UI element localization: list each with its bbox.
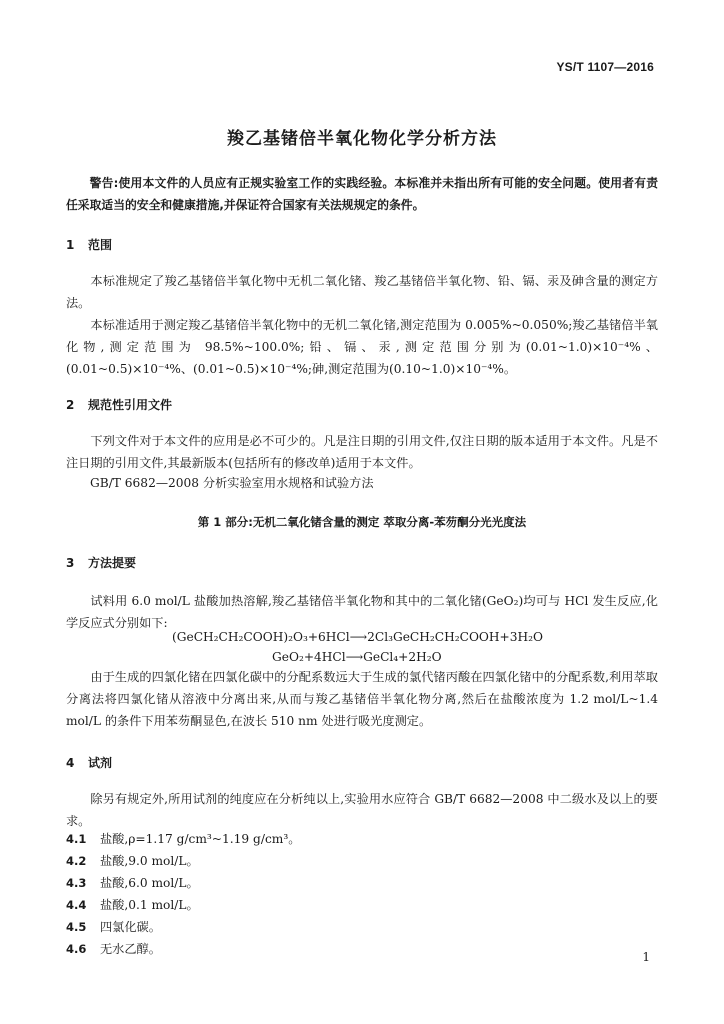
principle-paragraph-2: 由于生成的四氯化锗在四氯化碳中的分配系数远大于生成的氯代锗丙酸在四氯化锗中的分配系数,利用萃取分离法将四氯化锗从溶液中分离出来,从而与羧乙基锗倍半氧化物分离,然后在盐酸浓度为 1.2 mol/L~1.4 mol/L 的条件下用苯芴酮显色,在波长 510 nm 处进行吸光度测定。 <box>66 670 658 728</box>
reagent-number: 4.2 <box>66 854 87 868</box>
reaction-equation-1: (GeCH₂CH₂COOH)₂O₃+6HCl⟶2Cl₃GeCH₂CH₂COOH+3H₂O <box>172 630 544 644</box>
section-title: 规范性引用文件 <box>88 398 173 412</box>
reagent-item <box>66 852 199 869</box>
reagent-text: 盐酸,9.0 mol/L。 <box>100 854 199 868</box>
reagent-text: 盐酸,6.0 mol/L。 <box>100 876 199 890</box>
section-number: 4 <box>66 756 75 770</box>
reagent-number: 4.6 <box>66 942 87 956</box>
reagent-number: 4.4 <box>66 898 87 912</box>
section-title: 试剂 <box>88 756 113 770</box>
reference-item: GB/T 6682—2008 分析实验室用水规格和试验方法 <box>90 476 374 490</box>
section-title: 范围 <box>88 238 113 252</box>
page-number: 1 <box>642 950 650 964</box>
standard-number: YS/T 1107—2016 <box>556 60 654 74</box>
section-heading-reagents <box>66 754 112 771</box>
principle-paragraph-1: 试料用 6.0 mol/L 盐酸加热溶解,羧乙基锗倍半氧化物和其中的二氧化锗(GeO₂)均可与 HCl 发生反应,化学反应式分别如下: <box>66 594 658 630</box>
reagent-item <box>66 918 161 935</box>
reaction-equation-2: GeO₂+4HCl⟶GeCl₄+2H₂O <box>272 650 442 664</box>
reagent-text: 盐酸,0.1 mol/L。 <box>100 898 199 912</box>
reagent-item <box>66 874 199 891</box>
section-title: 方法提要 <box>88 556 137 570</box>
section-number: 3 <box>66 556 75 570</box>
scope-paragraph-1: 本标准规定了羧乙基锗倍半氧化物中无机二氧化锗、羧乙基锗倍半氧化物、铅、镉、汞及砷含量的测定方法。 <box>66 274 658 310</box>
reagent-item <box>66 830 300 847</box>
warning-paragraph: 警告:使用本文件的人员应有正规实验室工作的实践经验。本标准并未指出所有可能的安全问题。使用者有责任采取适当的安全和健康措施,并保证符合国家有关法规规定的条件。 <box>66 176 658 212</box>
document-title: 羧乙基锗倍半氧化物化学分析方法 <box>227 129 497 149</box>
references-paragraph: 下列文件对于本文件的应用是必不可少的。凡是注日期的引用文件,仅注日期的版本适用于本文件。凡是不注日期的引用文件,其最新版本(包括所有的修改单)适用于本文件。 <box>66 434 658 470</box>
reagent-item <box>66 940 161 957</box>
scope-paragraph-2: 本标准适用于测定羧乙基锗倍半氧化物中的无机二氧化锗,测定范围为 0.005%~0.050%;羧乙基锗倍半氧化物,测定范围为 98.5%~100.0%;铅、镉、汞,测定范围分别为(0.01~1.0)×10⁻⁴%、(0.01~0.5)×10⁻⁴%、(0.01~0.5)×10⁻⁴%;砷,测定范围为(0.10~1.0)×10⁻⁴%。 <box>66 318 658 376</box>
reagent-number: 4.1 <box>66 832 87 846</box>
reagent-number: 4.3 <box>66 876 87 890</box>
reagent-text: 盐酸,ρ=1.17 g/cm³~1.19 g/cm³。 <box>100 832 301 846</box>
section-heading-method-principle <box>66 554 136 571</box>
section-number: 2 <box>66 398 75 412</box>
reagents-paragraph: 除另有规定外,所用试剂的纯度应在分析纯以上,实验用水应符合 GB/T 6682—2008 中二级水及以上的要求。 <box>66 792 658 828</box>
section-heading-normative-references <box>66 396 172 413</box>
reagent-text: 四氯化碳。 <box>100 920 161 934</box>
section-heading-scope <box>66 236 112 253</box>
reagent-number: 4.5 <box>66 920 87 934</box>
reagent-text: 无水乙醇。 <box>100 942 161 956</box>
section-number: 1 <box>66 238 75 252</box>
part-title: 第 1 部分:无机二氧化锗含量的测定 萃取分离-苯芴酮分光光度法 <box>197 515 527 529</box>
reagent-item <box>66 896 199 913</box>
